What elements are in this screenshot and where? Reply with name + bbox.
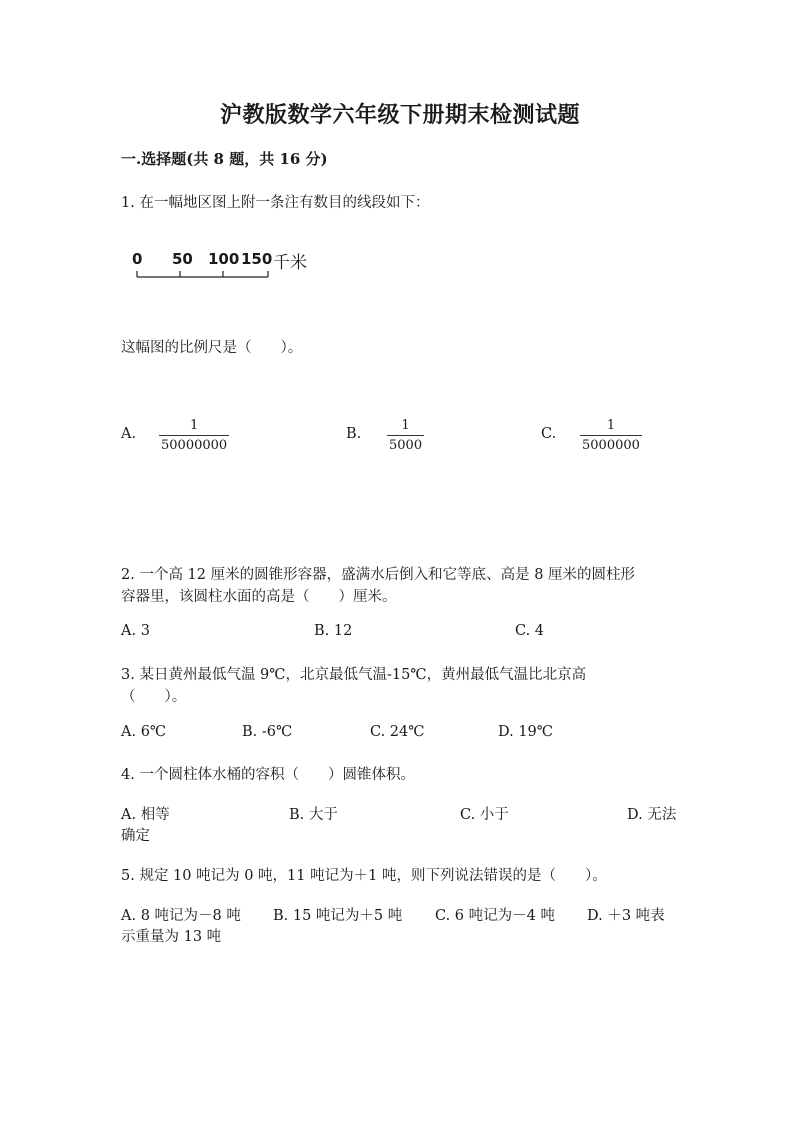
q3-option-d[interactable]: D. 19℃ [498,724,553,740]
q2-stem-line1: 2. 一个高 12 厘米的圆锥形容器，盛满水后倒入和它等底、高是 8 厘米的圆柱形 [121,567,636,583]
q2-stem-line2: 容器里，该圆柱水面的高是（ ）厘米。 [121,589,397,605]
q2-option-c[interactable]: C. 4 [515,623,545,639]
scale-label-150: 150 [241,250,273,268]
q5-option-d[interactable]: D. ＋3 吨表 [587,908,665,924]
q3-stem-line2: （ ）。 [121,689,187,705]
fraction-denominator: 5000 [387,435,424,453]
q4-option-d[interactable]: D. 无法 [627,807,677,823]
q1-prompt: 这幅图的比例尺是（ ）。 [121,340,303,356]
q1-option-b-letter: B. [346,426,362,442]
scale-line [128,270,278,282]
q1-option-a-letter: A. [121,426,137,442]
q4-option-b[interactable]: B. 大于 [289,807,338,823]
scale-unit: 千米 [273,253,307,273]
fraction-denominator: 5000000 [580,435,642,453]
q1-option-b-fraction [387,418,424,453]
q5-option-c[interactable]: C. 6 吨记为－4 吨 [435,908,555,924]
q5-stem: 5. 规定 10 吨记为 0 吨，11 吨记为＋1 吨，则下列说法错误的是（ ）。 [121,868,607,884]
scale-label-100: 100 [208,250,240,268]
q3-stem-line1: 3. 某日黄州最低气温 9℃，北京最低气温-15℃，黄州最低气温比北京高 [121,667,587,683]
fraction-numerator: 1 [401,418,410,433]
q3-option-a[interactable]: A. 6℃ [121,724,167,740]
q1-option-c-fraction [580,418,642,453]
q4-option-c[interactable]: C. 小于 [460,807,509,823]
q4-stem: 4. 一个圆柱体水桶的容积（ ）圆锥体积。 [121,767,415,783]
fraction-numerator: 1 [189,418,199,433]
scale-label-50: 50 [172,250,193,268]
q4-option-a[interactable]: A. 相等 [121,807,170,823]
q3-option-c[interactable]: C. 24℃ [370,724,425,740]
q1-option-a-fraction [159,418,229,453]
q5-option-a[interactable]: A. 8 吨记为－8 吨 [121,908,241,924]
fraction-numerator: 1 [606,418,616,433]
q1-option-c-letter: C. [541,426,557,442]
scale-label-0: 0 [132,250,143,268]
q5-option-b[interactable]: B. 15 吨记为＋5 吨 [273,908,403,924]
q3-option-b[interactable]: B. -6℃ [242,724,293,740]
q4-option-d-wrap: 确定 [121,828,150,844]
page-title: 沪教版数学六年级下册期末检测试题 [219,102,580,128]
scale-bar [128,246,328,286]
q5-option-d-wrap: 示重量为 13 吨 [121,929,222,945]
q2-option-a[interactable]: A. 3 [121,623,150,639]
fraction-denominator: 50000000 [159,435,229,453]
q2-option-b[interactable]: B. 12 [314,623,353,639]
section-heading: 一.选择题(共 8 题，共 16 分) [121,150,328,168]
q1-stem: 1. 在一幅地区图上附一条注有数目的线段如下： [121,195,430,211]
